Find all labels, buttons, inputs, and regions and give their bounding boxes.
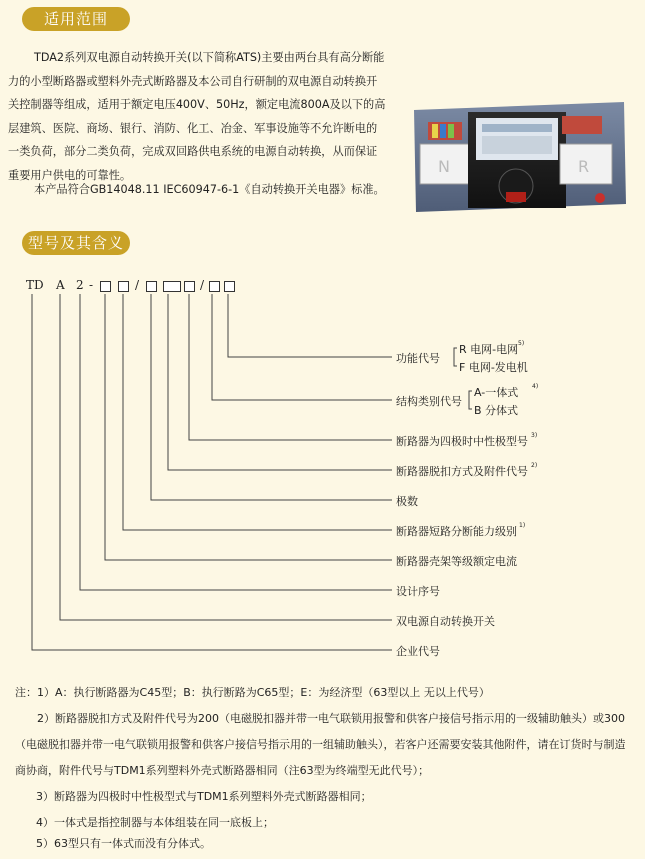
sup-trip: 2) xyxy=(531,462,538,469)
code-slash-1: / xyxy=(135,278,140,292)
code-dash: - xyxy=(89,278,94,292)
label-design: 设计序号 xyxy=(396,585,440,598)
label-poles: 极数 xyxy=(396,495,418,508)
label-company: 企业代号 xyxy=(396,645,440,658)
code-slash-2: / xyxy=(200,278,205,292)
label-struct-a: A-一体式 xyxy=(474,386,519,399)
svg-text:R: R xyxy=(578,157,590,176)
code-a: A xyxy=(56,278,65,292)
sup-func-r: 5) xyxy=(518,340,525,347)
label-struct-b: B 分体式 xyxy=(474,404,519,417)
svg-text:N: N xyxy=(438,157,450,176)
note-1: 注：1）A：执行断路器为C45型；B：执行断路为C65型；E：为经济型（63型以上 无以上代号） xyxy=(15,686,490,699)
code-td: TD xyxy=(26,278,44,292)
note-5: 5）63型只有一体式而没有分体式。 xyxy=(36,837,211,850)
sup-struct-a: 4) xyxy=(532,383,539,390)
label-trip: 断路器脱扣方式及附件代号 xyxy=(396,465,528,478)
sup-breaking: 1) xyxy=(519,522,526,529)
section-title-model: 型号及其含义 xyxy=(22,231,130,255)
note-4: 4）一体式是指控制器与本体组装在同一底板上； xyxy=(36,816,274,829)
label-breaking: 断路器短路分断能力级别 xyxy=(396,525,517,538)
label-func: 功能代号 xyxy=(396,352,440,365)
label-func-f: F 电网-发电机 xyxy=(459,361,528,374)
label-struct: 结构类别代号 xyxy=(396,395,462,408)
intro-paragraph: TDA2系列双电源自动转换开关(以下简称ATS)主要由两台具有高分断能力的小型断路器或塑料外壳式断路器及本公司自行研制的双电源自动转换开关控制器等组成，适用于额定电压400V、50Hz，额定电流800A及以下的高层建筑、医院、商场、银行、消防、化工、冶金、军事设施等不允许断电的一类负荷，部分二类负荷，完成双回路供电系统的电源自动转换，从而保证重要用户供电的可靠性。 xyxy=(8,51,386,182)
label-func-r: R 电网-电网 xyxy=(459,343,519,356)
sup-four-pole: 3) xyxy=(531,432,538,439)
label-ats: 双电源自动转换开关 xyxy=(396,615,495,628)
standard-paragraph: 本产品符合GB14048.11 IEC60947-6-1《自动转换开关电器》标准。 xyxy=(34,183,385,196)
label-frame: 断路器壳架等级额定电流 xyxy=(396,555,517,568)
note-2: 2）断路器脱扣方式及附件代号为200（电磁脱扣器并带一电气联锁用报警和供客户接信号指示用的一级辅助触头）或300（电磁脱扣器并带一电气联锁用报警和供客户接信号指示用的一组辅助触头），若客户还需要安装其他附件，请在订货时与制造商协商，附件代号与TDM1系列塑料外壳式断路器相同（注63型为终端型无此代号）； xyxy=(15,712,626,777)
note-3: 3）断路器为四极时中性极型式与TDM1系列塑料外壳式断路器相同； xyxy=(36,790,372,803)
code-2: 2 xyxy=(76,278,84,292)
label-four-pole: 断路器为四极时中性极型号 xyxy=(396,435,528,448)
section-title-scope: 适用范围 xyxy=(22,7,130,31)
